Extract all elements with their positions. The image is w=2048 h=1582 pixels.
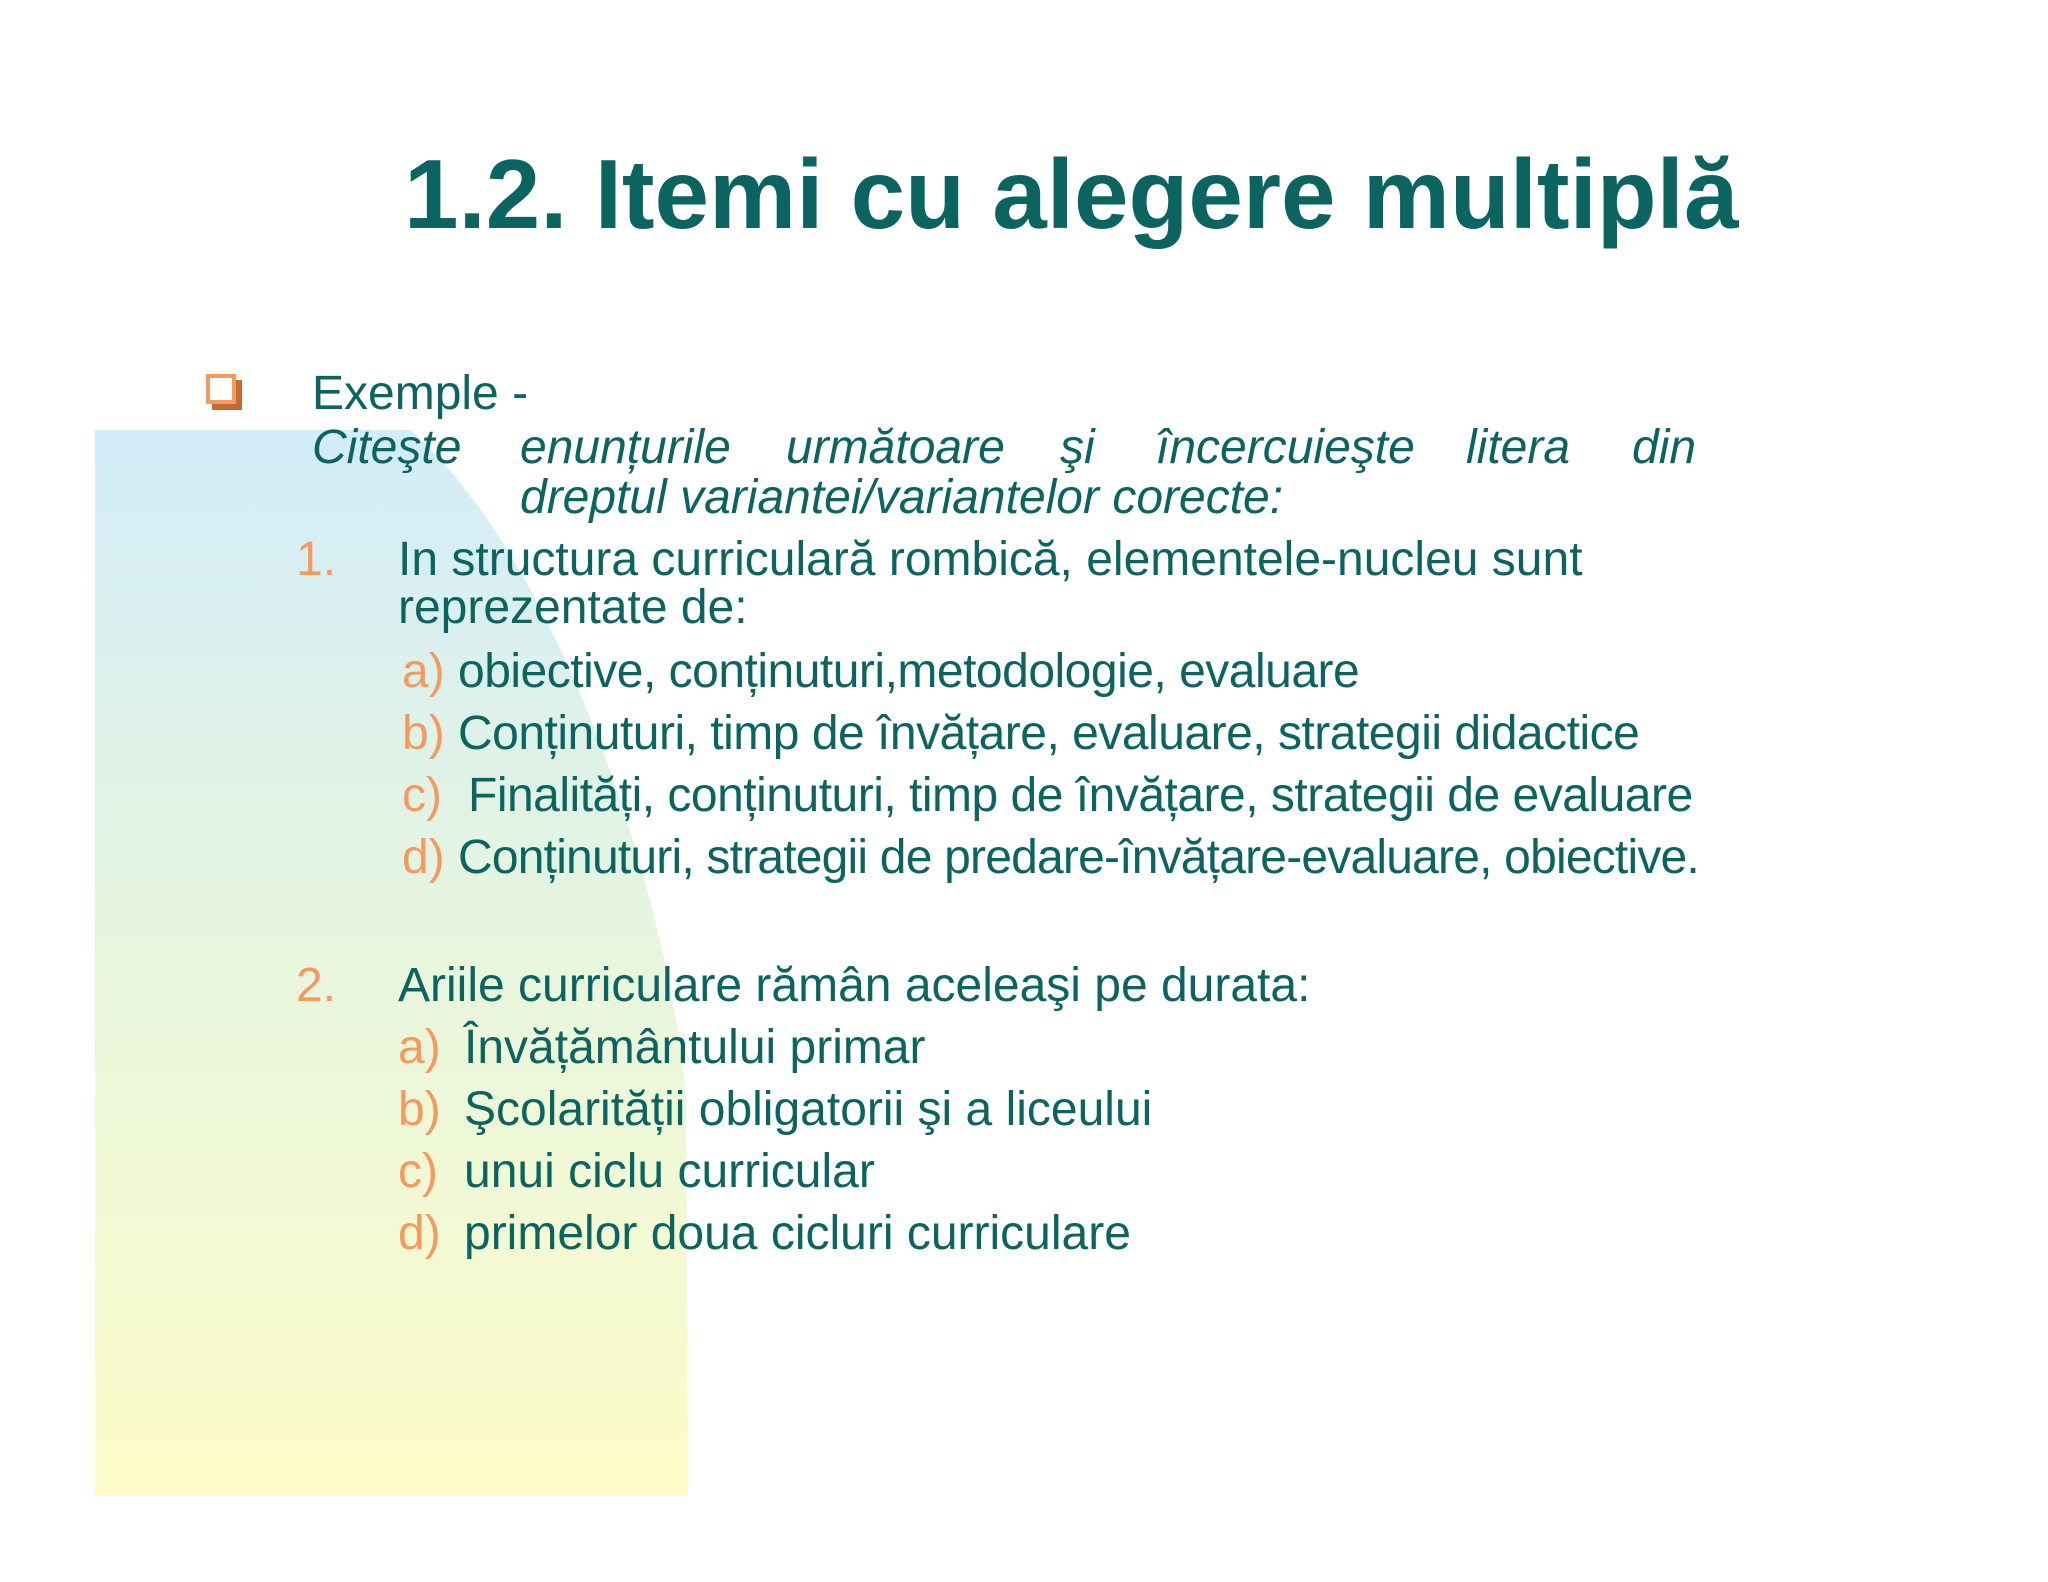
instruction-word: din (1632, 421, 1697, 474)
question-number: 1. (296, 533, 337, 586)
option-text: Finalități, conținuturi, timp de învățare, strategii de evaluare (468, 769, 1693, 822)
option-text: Conținuturi, strategii de predare-învățare-evaluare, obiective. (458, 831, 1699, 884)
slide-title: 1.2. Itemi cu alegere multiplă (404, 139, 1739, 249)
option-letter: d) (398, 1207, 441, 1260)
option-text: primelor doua cicluri curriculare (464, 1207, 1131, 1260)
instruction-word: Citeşte (312, 421, 462, 474)
instruction-word: enunțurile (520, 421, 731, 474)
question-text-line-1: Ariile curriculare rămân aceleaşi pe durata: (398, 959, 1311, 1012)
intro-label: Exemple - (312, 367, 529, 420)
question-number: 2. (296, 959, 337, 1012)
option-text: Învățământului primar (464, 1021, 926, 1074)
option-letter: b) (398, 1083, 441, 1136)
option-letter: d) (402, 831, 445, 884)
option-text: unui ciclu curricular (464, 1145, 875, 1198)
option-letter: c) (398, 1145, 438, 1198)
question-text-line-1: In structura curriculară rombică, elementele-nucleu sunt (398, 533, 1583, 586)
instruction-word: şi (1060, 421, 1095, 474)
instruction-word: încercuieşte (1156, 421, 1415, 474)
checkbox-bullet-icon (206, 374, 236, 404)
question-text-line-2: reprezentate de: (398, 581, 748, 634)
option-text: obiective, conținuturi,metodologie, evaluare (458, 645, 1360, 698)
instruction-line-2: dreptul variantei/variantelor corecte: (520, 471, 1284, 524)
option-text: Şcolarității obligatorii şi a liceului (464, 1083, 1153, 1136)
option-letter: b) (402, 707, 445, 760)
instruction-word: litera (1466, 421, 1571, 474)
option-letter: c) (402, 769, 442, 822)
option-letter: a) (402, 645, 445, 698)
instruction-word: următoare (786, 421, 1005, 474)
option-text: Conținuturi, timp de învățare, evaluare, strategii didactice (458, 707, 1640, 760)
option-letter: a) (398, 1021, 441, 1074)
